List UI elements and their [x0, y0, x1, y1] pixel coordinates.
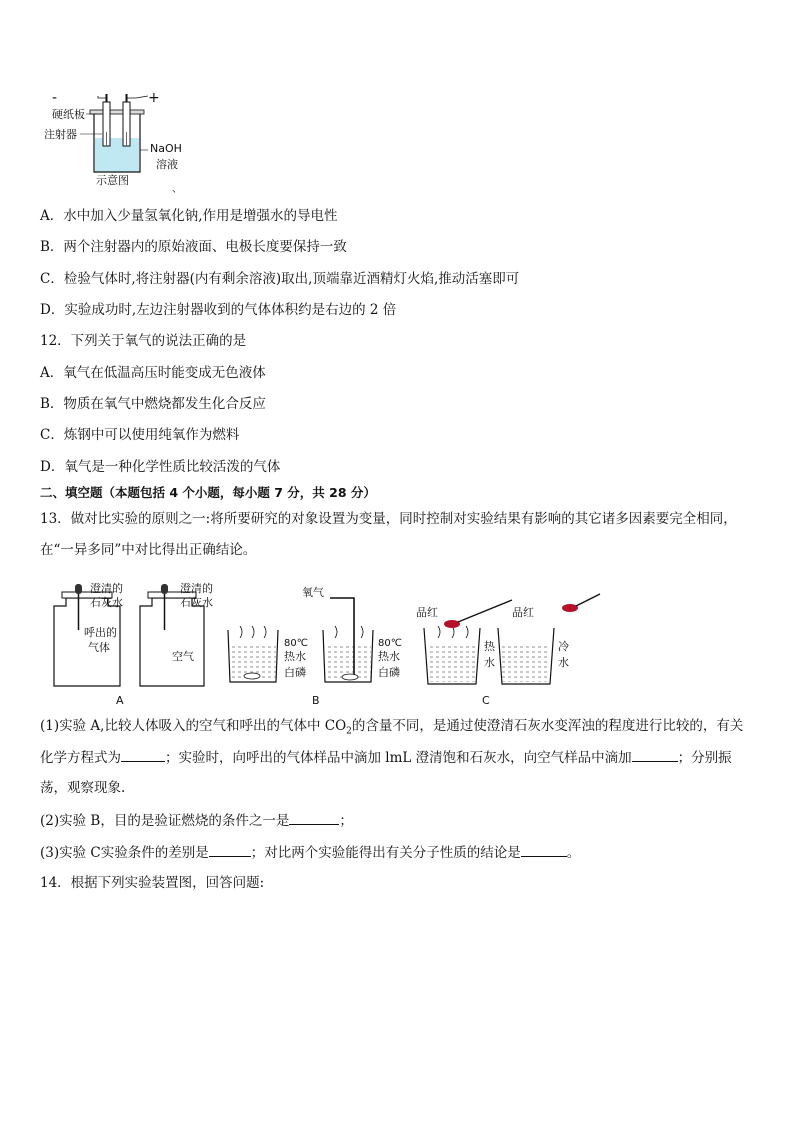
q11-option-d: D．实验成功时,左边注射器收到的气体体积约是右边的 2 倍: [40, 302, 397, 318]
section-heading: 二、填空题（本题包括 4 个小题，每小题 7 分，共 28 分）: [40, 485, 376, 500]
q12-option-d: D．氧气是一种化学性质比较活泼的气体: [40, 459, 281, 475]
svg-text:水: 水: [558, 656, 569, 669]
wire-positive: [127, 96, 149, 98]
label-naoh: NaOH: [150, 142, 182, 155]
q13-part1-line1: (1)实验 A,比较人体吸入的空气和呼出的气体中 $CO_2$的含量不同，是通过使澄清石灰水变浑浊的程度进行比较的，有关: [40, 718, 744, 737]
solution-fill: [95, 138, 139, 172]
q12-option-b: B．物质在氧气中燃烧都发生化合反应: [40, 396, 266, 412]
svg-text:呼出的: 呼出的: [84, 626, 117, 639]
exp-b-beaker-1: [228, 626, 278, 682]
label-a: A: [116, 694, 124, 707]
answer-blank-conclusion[interactable]: [521, 843, 567, 857]
label-c: C: [482, 694, 490, 707]
label-b: B: [312, 694, 320, 707]
svg-text:空气: 空气: [172, 650, 194, 663]
svg-text:白磷: 白磷: [378, 666, 400, 679]
answer-blank-combustion[interactable]: [289, 811, 339, 825]
lime-label-a2-line1: 澄清的: [180, 582, 213, 595]
answer-blank-equation[interactable]: [121, 748, 165, 762]
svg-text:热水: 热水: [378, 650, 400, 663]
svg-text:气体: 气体: [88, 641, 110, 654]
electrolysis-diagram: [40, 88, 200, 194]
q12-option-a: A．氧气在低温高压时能变成无色液体: [40, 365, 266, 381]
oxygen-label: 氧气: [302, 586, 324, 599]
svg-text:水: 水: [484, 656, 495, 669]
lime-label-a1-line1: 澄清的: [90, 582, 123, 595]
svg-text:热水: 热水: [284, 650, 306, 663]
q13-part2: (2)实验 B，目的是验证燃烧的条件之一是 ；: [40, 813, 353, 829]
q13-part3: (3)实验 C实验条件的差别是 ；对比两个实验能得出有关分子性质的结论是 。: [40, 845, 581, 861]
label-solution: 溶液: [156, 158, 178, 171]
cardboard: [90, 110, 144, 114]
figure-caption: 示意图: [96, 174, 129, 187]
q13-part1-line2: 化学方程式为 ；实验时，向呼出的气体样品中滴加 lmL 澄清饱和石灰水，向空气样品中滴加 ；分别振: [40, 750, 732, 766]
svg-text:80℃: 80℃: [378, 638, 402, 649]
q12-option-c: C．炼钢中可以使用纯氧作为燃料: [40, 427, 240, 443]
svg-text:热: 热: [484, 640, 495, 653]
q13-stem-line1: 13．做对比实验的原则之一:将所要研究的对象设置为变量，同时控制对实验结果有影响的其它诸多因素要完全相同，: [40, 511, 737, 527]
plus-sign: +: [148, 90, 160, 106]
q11-option-c: C．检验气体时,将注射器(内有剩余溶液)取出,顶端靠近酒精灯火焰,推动活塞即可: [40, 271, 520, 287]
exp-b-beaker-2: [323, 598, 373, 682]
svg-text:白磷: 白磷: [284, 666, 306, 679]
q13-stem-line2: 在“一异多同”中对比得出正确结论。: [40, 542, 257, 558]
dye-label-hot: 品红: [416, 606, 438, 619]
q14-stem: 14．根据下列实验装置图，回答问题:: [40, 875, 265, 891]
lime-label-a2-line2: 石灰水: [180, 596, 213, 609]
q11-option-a: A．水中加入少量氢氧化钠,作用是增强水的导电性: [40, 208, 338, 224]
minus-sign: -: [52, 90, 58, 106]
q13-part1-line3: 荡，观察现象.: [40, 780, 126, 796]
svg-text:80℃: 80℃: [284, 638, 308, 649]
answer-blank-condition[interactable]: [209, 843, 251, 857]
wire-negative: [98, 96, 107, 98]
label-syringe: 注射器: [44, 128, 77, 141]
experiment-figure: [40, 580, 610, 710]
lime-label-a1-line2: 石灰水: [90, 596, 123, 609]
dye-label-cold: 品红: [512, 606, 534, 619]
q12-stem: 12．下列关于氧气的说法正确的是: [40, 333, 247, 349]
stray-mark: 、: [172, 184, 182, 194]
label-board: 硬纸板: [52, 108, 85, 121]
q11-option-b: B．两个注射器内的原始液面、电极长度要保持一致: [40, 239, 347, 255]
svg-text:冷: 冷: [558, 640, 569, 653]
answer-blank-air-sample[interactable]: [632, 748, 678, 762]
